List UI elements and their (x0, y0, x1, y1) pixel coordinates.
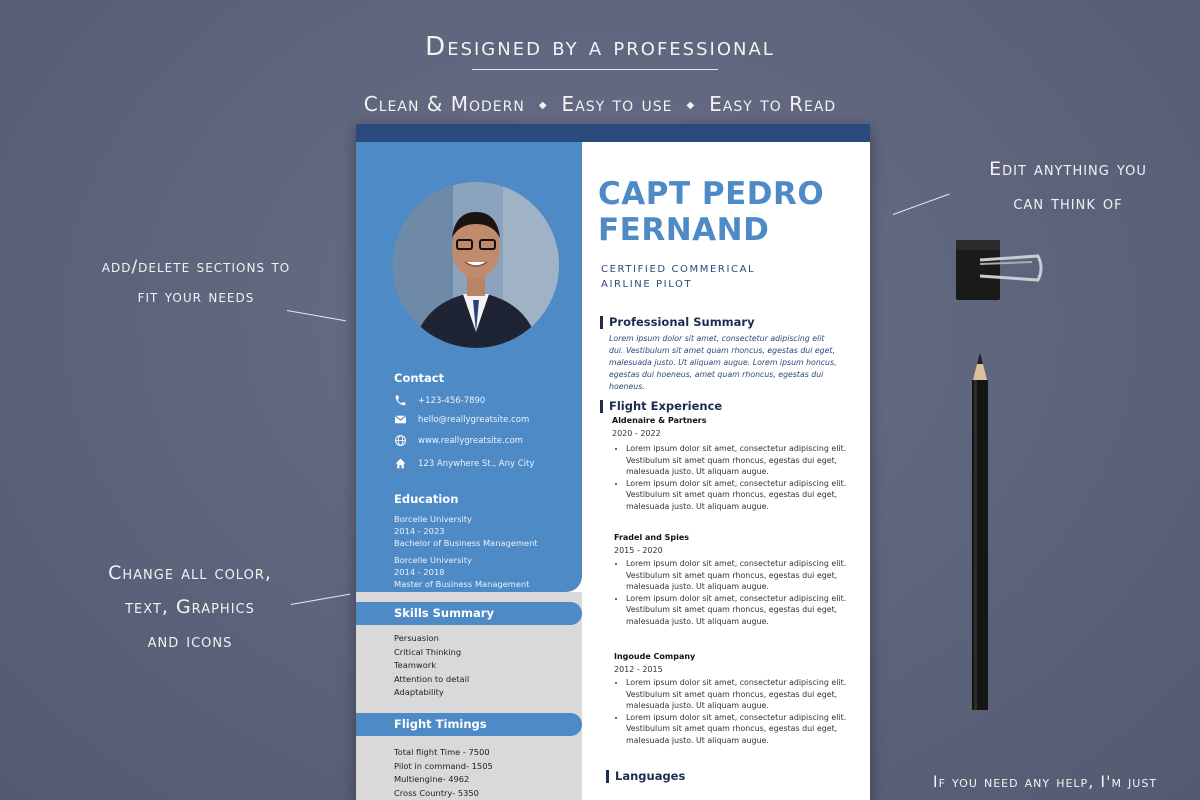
home-icon (394, 457, 407, 470)
role-line-1: CERTIFIED COMMERICAL (601, 264, 756, 275)
job-bullet: • Lorem ipsum dolor sit amet, consectetur adipiscing elit. Vestibulum sit amet quam rhoncus, egestas dui eget, malesuada justo. Ut aliquam augue. (626, 558, 858, 593)
binder-clip-icon (952, 234, 1044, 310)
hero-title: Designed by a professional (425, 32, 775, 62)
role-line-2: AIRLINE PILOT (601, 279, 693, 290)
experience-heading: Flight Experience (600, 400, 722, 413)
phone-icon (394, 394, 407, 407)
contact-address-text: 123 Anywhere St., Any City (418, 458, 535, 469)
callout-color-line2: text, Graphics (125, 596, 255, 618)
contact-address (394, 457, 534, 470)
bullet-icon: ◆ (538, 100, 548, 111)
feature-easy-use: Easy to use (561, 92, 673, 116)
hero-divider (472, 69, 718, 70)
contact-heading: Contact (394, 371, 445, 385)
callout-edit-line1: Edit anything you (989, 158, 1147, 180)
education-degree: Bachelor of Business Management (394, 538, 538, 548)
contact-website (394, 434, 523, 447)
job-bullet: • Lorem ipsum dolor sit amet, consectetur adipiscing elit. Vestibulum sit amet quam rhoncus, egestas dui eget, malesuada justo. Ut aliquam augue. (626, 677, 858, 712)
callout-edit-pointer (893, 194, 950, 215)
summary-heading: Professional Summary (600, 316, 755, 329)
resume-top-bar (356, 124, 870, 142)
skills-heading-bar (356, 602, 582, 625)
skill-item: Teamwork (394, 660, 437, 671)
globe-icon (394, 434, 407, 447)
job-company: Ingoude Company (614, 652, 696, 661)
skills-list (394, 632, 469, 700)
education-entry (394, 554, 530, 590)
timing-item: Multiengine- 4962 (394, 774, 470, 785)
resume-page (356, 124, 870, 800)
contact-phone (394, 394, 485, 407)
timing-item: Pilot in command- 1505 (394, 760, 493, 771)
bullet-icon: ◆ (686, 100, 696, 111)
job-company: Fradel and Spies (614, 533, 689, 542)
callout-edit (958, 152, 1178, 220)
timing-item: Total flight Time - 7500 (394, 747, 490, 757)
timing-item: Cross Country- 5350 (394, 787, 479, 798)
education-entry (394, 513, 538, 549)
feature-clean: Clean & Modern (363, 92, 525, 116)
resume-sidebar (356, 142, 582, 592)
education-school: Borcelle University (394, 555, 472, 565)
timings-heading-bar (356, 713, 582, 736)
summary-text: Lorem ipsum dolor sit amet, consectetur adipiscing elit dui. Vestibulum sit amet quam rhoncus, egestas dui eget, malesuada justo. Ut aliquam augue. Lorem ipsum honcus, egestas dui hoeneus, amet quam rhoncus, egestas dui hoeneus. (609, 334, 837, 391)
candidate-name (598, 176, 824, 248)
callout-sections (66, 252, 326, 312)
callout-color-line3: and icons (147, 630, 233, 652)
job-years: 2020 - 2022 (612, 429, 661, 438)
skills-heading: Skills Summary (394, 606, 494, 620)
feature-list (0, 92, 1200, 116)
education-degree: Master of Business Management (394, 579, 530, 589)
job-bullet: • Lorem ipsum dolor sit amet, consectetur adipiscing elit. Vestibulum sit amet quam rhoncus, egestas dui eget, malesuada justo. Ut aliquam augue. (626, 593, 858, 628)
education-school: Borcelle University (394, 514, 472, 524)
job-bullet: • Lorem ipsum dolor sit amet, consectetur adipiscing elit. Vestibulum sit amet quam rhoncus, egestas dui eget, malesuada justo. Ut aliquam augue. (626, 712, 858, 747)
envelope-icon (394, 413, 407, 426)
job-bullets (618, 443, 858, 513)
name-line-1: CAPT PEDRO (598, 176, 825, 212)
profile-photo (393, 182, 559, 348)
job-bullet: • Lorem ipsum dolor sit amet, consectetur adipiscing elit. Vestibulum sit amet quam rhoncus, egestas dui eget, malesuada justo. Ut aliquam augue. (626, 443, 858, 478)
name-line-2: FERNAND (598, 212, 770, 248)
pencil-icon (960, 352, 1000, 726)
job-bullets (618, 558, 858, 628)
languages-heading: Languages (606, 770, 685, 783)
callout-color-line1: Change all color, (108, 562, 272, 584)
feature-easy-read: Easy to Read (709, 92, 837, 116)
job-company: Aldenaire & Partners (612, 416, 707, 425)
timings-list (394, 746, 493, 800)
job-bullet: • Lorem ipsum dolor sit amet, consectetur adipiscing elit. Vestibulum sit amet quam rhoncus, egestas dui eget, malesuada justo. Ut aliquam augue. (626, 478, 858, 513)
callout-sections-line1: add/delete sections to (101, 257, 291, 277)
contact-email (394, 413, 529, 426)
candidate-role (601, 262, 755, 292)
callout-edit-line2: can think of (1013, 192, 1123, 214)
skill-item: Persuasion (394, 633, 439, 643)
education-heading: Education (394, 492, 459, 506)
education-years: 2014 - 2018 (394, 567, 445, 577)
contact-email-text: hello@reallygreatsite.com (418, 414, 530, 425)
education-years: 2014 - 2023 (394, 526, 445, 536)
job-bullets (618, 677, 858, 747)
skill-item: Attention to detail (394, 673, 470, 684)
timings-heading: Flight Timings (394, 717, 487, 731)
contact-phone-text: +123-456-7890 (418, 395, 486, 406)
job-years: 2012 - 2015 (614, 665, 663, 674)
contact-website-text: www.reallygreatsite.com (418, 435, 523, 446)
skill-item: Critical Thinking (394, 646, 462, 657)
callout-help: If you need any help, I'm just (932, 772, 1158, 791)
job-years: 2015 - 2020 (614, 546, 663, 555)
callout-color (70, 556, 310, 658)
callout-sections-line2: fit your needs (137, 287, 255, 307)
skill-item: Adaptability (394, 687, 444, 698)
